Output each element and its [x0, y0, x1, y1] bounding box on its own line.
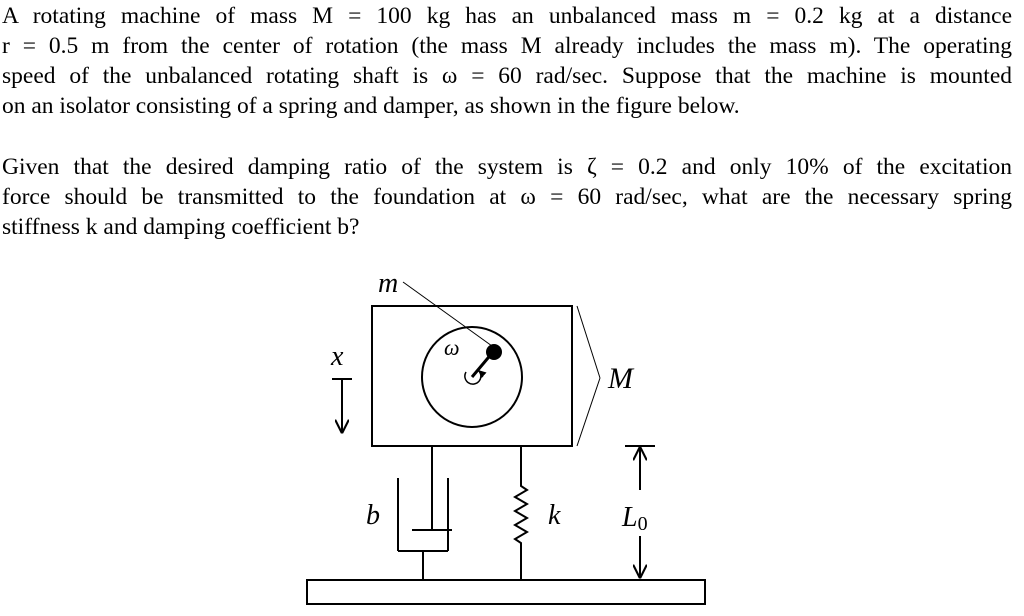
paragraph-2-line-2: force should be transmitted to the foundation at ω = 60 rad/sec, what are the necessary spring	[2, 184, 1012, 210]
m-label: m	[378, 268, 399, 299]
M-brace-top	[577, 306, 600, 378]
paragraph-2-line-1: Given that the desired damping ratio of the system is ζ = 0.2 and only 10% of the excitation	[2, 154, 1012, 180]
paragraph-2-line-3: stiffness k and damping coefficient b?	[2, 214, 360, 240]
omega-label: ω	[444, 335, 460, 360]
M-label: M	[608, 362, 633, 395]
unbalanced-mass-dot	[486, 344, 502, 360]
b-label: b	[366, 500, 380, 531]
M-brace-bottom	[577, 378, 600, 446]
spring	[515, 446, 527, 579]
paragraph-1-line-1: A rotating machine of mass M = 100 kg has an unbalanced mass m = 0.2 kg at a distance	[2, 3, 1012, 29]
damper	[398, 446, 452, 579]
paragraph-1-line-2: r = 0.5 m from the center of rotation (the mass M already includes the mass m). The operating	[2, 33, 1012, 59]
paragraph-1-line-3: speed of the unbalanced rotating shaft is ω = 60 rad/sec. Suppose that the machine is mounted	[2, 63, 1012, 89]
L0-label: L0	[622, 502, 648, 535]
k-label: k	[548, 500, 561, 531]
paragraph-1-line-4: on an isolator consisting of a spring and damper, as shown in the figure below.	[2, 93, 740, 119]
foundation	[307, 580, 705, 604]
x-label: x	[331, 341, 344, 372]
